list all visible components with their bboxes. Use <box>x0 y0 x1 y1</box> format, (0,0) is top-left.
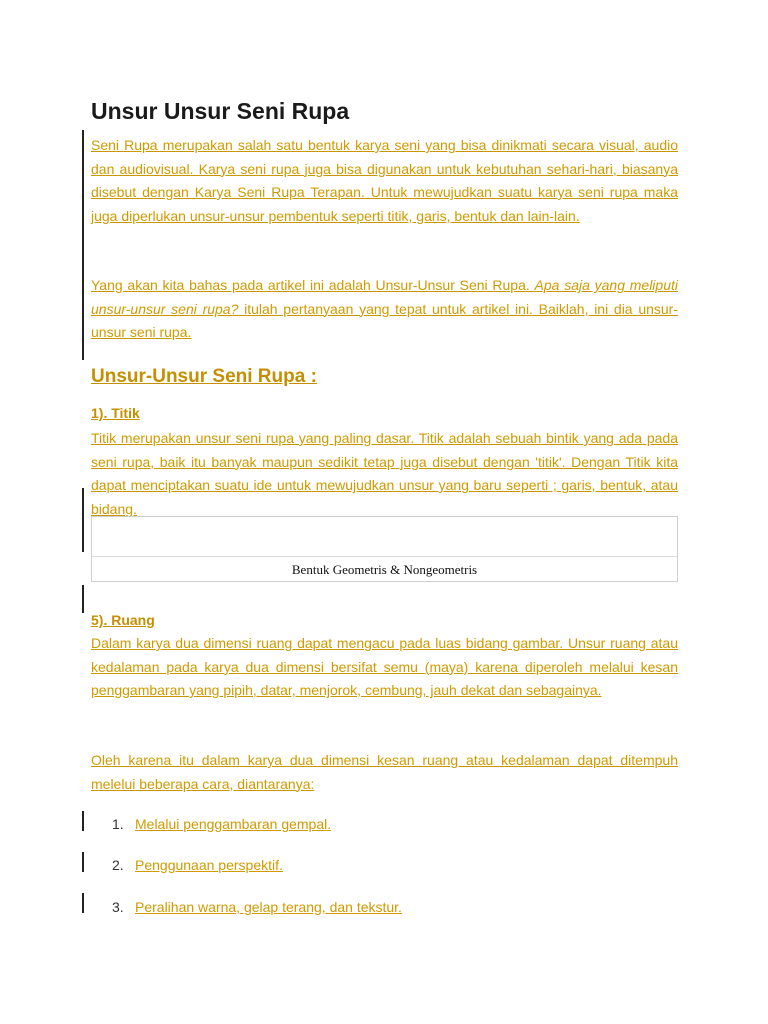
intro-text-end[interactable]: itulah pertanyaan yang tepat untuk artikel ini. Baiklah, ini dia unsur-unsur seni rupa. <box>91 300 679 340</box>
list-text[interactable]: Peralihan warna, gelap terang, dan tekstur. <box>135 899 402 915</box>
titik-heading[interactable]: 1). Titik <box>91 405 140 421</box>
page-title: Unsur Unsur Seni Rupa <box>91 98 350 124</box>
intro-question-paragraph[interactable] <box>91 274 678 345</box>
ruang-paragraph[interactable]: Dalam karya dua dimensi ruang dapat mengacu pada luas bidang gambar. Unsur ruang atau kedalaman pada karya dua dimensi bersifat semu (maya) karena diperoleh melalui kesan penggambaran yang pipih, datar, menjorok, cembung, jauh dekat dan sebagainya. <box>91 635 678 698</box>
intro-question[interactable]: Apa saja yang meliputi unsur-unsur seni rupa? <box>91 277 678 317</box>
margin-bar <box>82 488 84 552</box>
margin-bar <box>82 893 84 913</box>
ruang-method-paragraph[interactable]: Oleh karena itu dalam karya dua dimensi kesan ruang atau kedalaman dapat ditempuh melelui beberapa cara, diantaranya: <box>91 752 678 792</box>
intro-paragraph[interactable] <box>91 134 678 228</box>
ruang-heading[interactable]: 5). Ruang <box>91 612 155 628</box>
margin-bar <box>82 852 84 872</box>
list-item[interactable] <box>112 857 283 873</box>
figure-image-placeholder <box>92 517 677 557</box>
list-text[interactable]: Penggunaan perspektif. <box>135 857 283 873</box>
list-text[interactable]: Melalui penggambaran gempal. <box>135 816 332 832</box>
margin-bar <box>82 811 84 831</box>
margin-bar <box>82 585 84 613</box>
list-number: 1. <box>112 816 124 832</box>
list-item[interactable] <box>112 899 402 915</box>
titik-paragraph[interactable]: Titik merupakan unsur seni rupa yang paling dasar. Titik adalah sebuah bintik yang ada pada seni rupa, baik itu banyak maupun sedikit tetap juga disebut dengan 'titik'. Dengan Titik kita dapat menciptakan suatu ide untuk mewujudkan unsur yang baru seperti ; garis, bentuk, atau bidang. <box>91 430 678 517</box>
intro-text-start[interactable]: Yang akan kita bahas pada artikel ini adalah Unsur-Unsur Seni Rupa. <box>91 277 535 293</box>
section-heading[interactable]: Unsur-Unsur Seni Rupa : <box>91 366 317 387</box>
list-number: 2. <box>112 857 124 873</box>
figure-table <box>91 516 678 582</box>
list-item[interactable] <box>112 816 331 832</box>
margin-bar <box>82 130 84 360</box>
list-number: 3. <box>112 899 124 915</box>
intro-text[interactable]: Seni Rupa merupakan salah satu bentuk karya seni yang bisa dinikmati secara visual, audio dan audiovisual. Karya seni rupa juga bisa digunakan untuk kebutuhan sehari-hari, biasanya disebut dengan Karya Seni Rupa Terapan. Untuk mewujudkan suatu karya seni rupa maka juga diperlukan unsur-unsur pembentuk seperti titik, garis, bentuk dan lain-lain. <box>91 137 678 224</box>
figure-caption: Bentuk Geometris & Nongeometris <box>291 562 478 577</box>
